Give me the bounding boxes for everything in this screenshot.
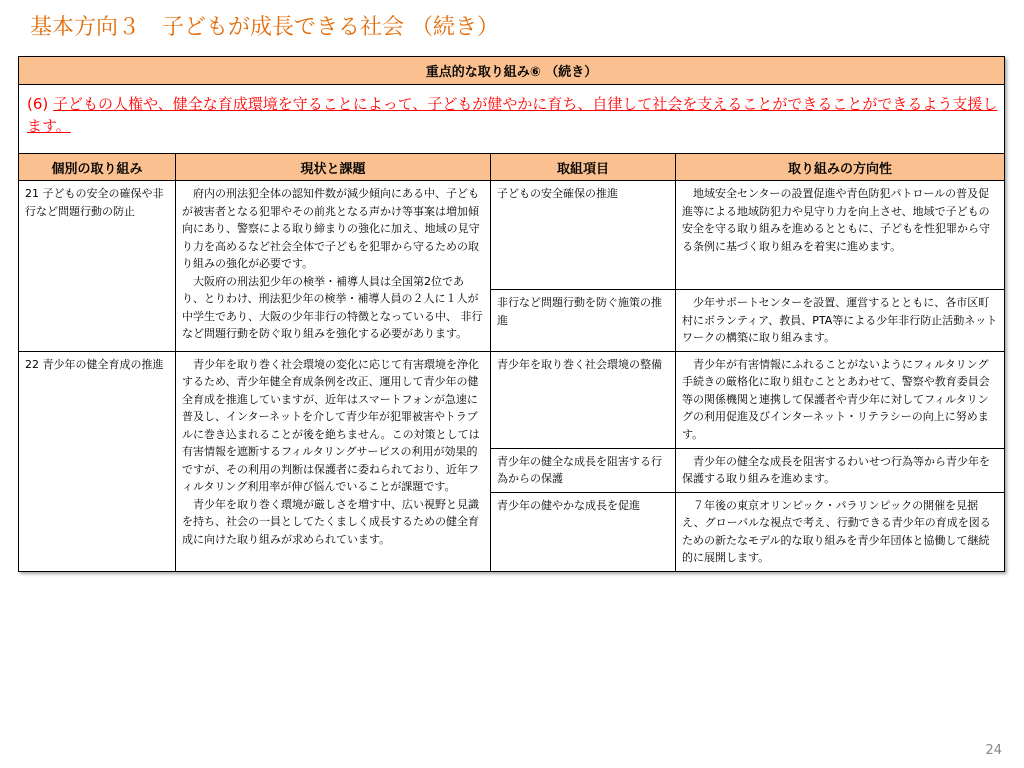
slide-title: 基本方向３ 子どもが成長できる社会 （続き）	[30, 15, 499, 40]
item-cell: 青少年の健全な成長を阻害する行為からの保護	[491, 448, 676, 492]
direction-cell: 青少年が有害情報にふれることがないようにフィルタリング手続きの厳格化に取り組むこととあわせて、警察や教育委員会等の関係機関と連携して保護者や青少年に対してフィルタリングの利用促進及びインターネット・リテラシーの向上に努めます。	[676, 351, 1005, 448]
direction-cell: 青少年の健全な成長を阻害するわいせつ行為等から青少年を保護する取り組みを進めます。	[676, 448, 1005, 492]
table-row	[19, 181, 1005, 290]
issues-paragraph: 府内の刑法犯全体の認知件数が減少傾向にある中、子どもが被害者となる犯罪やその前兆となる声かけ等事案は増加傾向にあり、警察による取り締まりの強化に加え、地域の見守り力を高めるなど社会全体で子どもを犯罪から守るための取り組みの強化が必要です。	[182, 187, 480, 270]
item-cell: 非行など問題行動を防ぐ施策の推進	[491, 290, 676, 352]
intro-text: 子どもの人権や、健全な育成環境を守ることによって、子どもが健やかに育ち、自律して社会を支えることができることができるよう支援します。	[27, 95, 998, 135]
issues-paragraph: 大阪府の刑法犯少年の検挙・補導人員は全国第2位であり、とりわけ、刑法犯少年の検挙・補導人員の２人に１人が中学生であり、大阪の少年非行の特徴となっている中、 非行など問題行動を防ぐ取り組みを強化する必要があります。	[182, 274, 483, 340]
table-row	[19, 351, 1005, 448]
direction-cell: ７年後の東京オリンピック・パラリンピックの開催を見据え、グローバルな視点で考え、行動できる青少年の育成を図るための新たなモデル的な取り組みを青少年団体と協働して継続的に展開します。	[676, 492, 1005, 571]
item-cell: 青少年を取り巻く社会環境の整備	[491, 351, 676, 448]
table-header: 重点的な取り組み⑥ （続き）	[19, 57, 1005, 85]
issues-cell	[176, 181, 491, 352]
page-number: 24	[985, 743, 1002, 758]
initiatives-table	[18, 56, 1005, 572]
intro-number: (6)	[27, 95, 54, 113]
initiative-cell: 22 青少年の健全育成の推進	[19, 351, 176, 571]
column-header-initiative: 個別の取り組み	[19, 154, 176, 181]
direction-cell: 少年サポートセンターを設置、運営するとともに、各市区町村にボランティア、教員、PTA等による少年非行防止活動ネットワークの構築に取り組みます。	[676, 290, 1005, 352]
issues-paragraph: 青少年を取り巻く社会環境の変化に応じて有害環境を浄化するため、青少年健全育成条例を改正、運用して青少年の健全育成を推進していますが、近年はスマートフォンが急速に普及し、インターネットを介して青少年が犯罪被害やトラブルに巻き込まれることが後を絶ちません。この対策としては有害情報を遮断するフィルタリングサービスの利用が効果的ですが、その利用の判断は保護者に委ねられており、近年フィルタリング利用率が伸び悩んでいることが課題です。	[182, 357, 480, 493]
initiative-cell: 21 子どもの安全の確保や非行など問題行動の防止	[19, 181, 176, 352]
item-cell: 子どもの安全確保の推進	[491, 181, 676, 290]
issues-paragraph: 青少年を取り巻く環境が厳しさを増す中、広い視野と見識を持ち、社会の一員としてたくましく成長するための健全育成に向けた取り組みが求められています。	[182, 497, 479, 546]
issues-cell	[176, 351, 491, 571]
intro-statement	[19, 85, 1005, 154]
item-cell: 青少年の健やかな成長を促進	[491, 492, 676, 571]
column-header-item: 取組項目	[491, 154, 676, 181]
column-header-direction: 取り組みの方向性	[676, 154, 1005, 181]
direction-cell: 地域安全センターの設置促進や青色防犯パトロールの普及促進等による地域防犯力や見守り力を向上させ、地域で子どもの安全を守る取り組みを進めるとともに、子どもを性犯罪から守る条例に基づく取り組みを着実に進めます。	[676, 181, 1005, 290]
column-header-issues: 現状と課題	[176, 154, 491, 181]
